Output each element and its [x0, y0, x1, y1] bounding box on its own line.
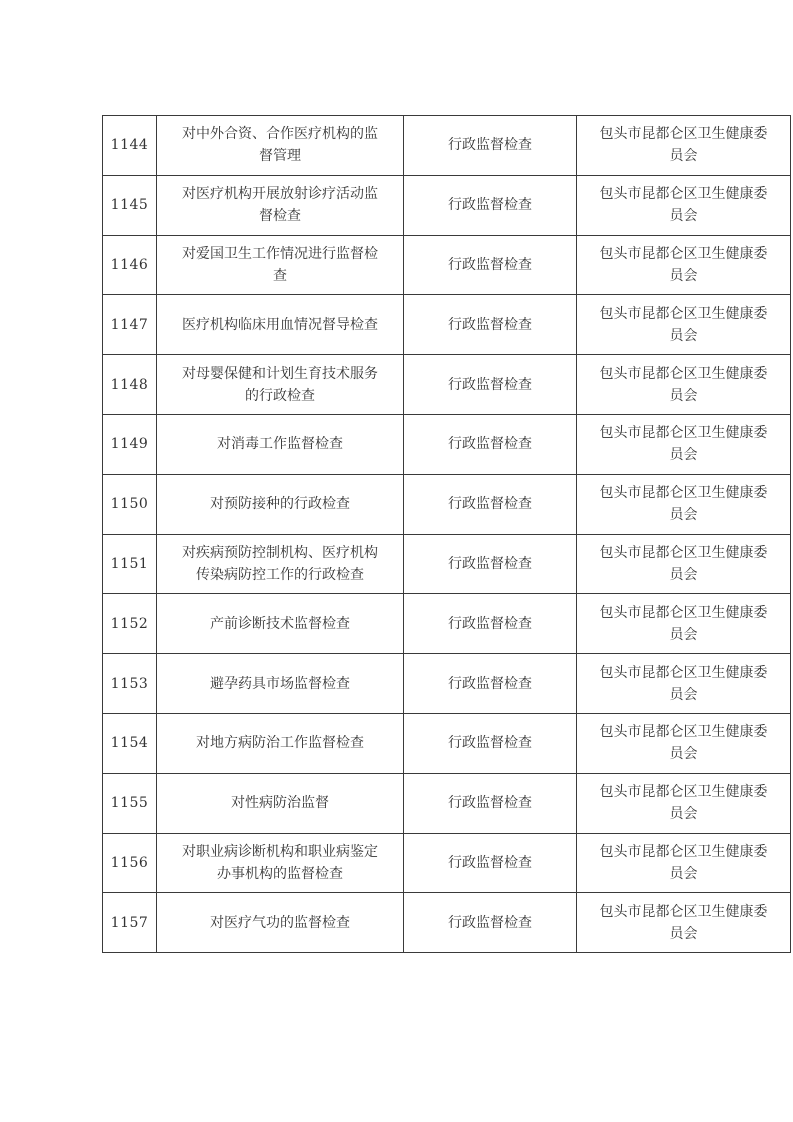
- cell-no: 1150: [103, 474, 157, 534]
- table-row: [103, 175, 791, 235]
- cell-agency: 包头市昆都仑区卫生健康委员会: [577, 773, 791, 833]
- cell-category: 行政监督检查: [404, 654, 577, 714]
- cell-no: 1147: [103, 295, 157, 355]
- cell-agency: 包头市昆都仑区卫生健康委员会: [577, 116, 791, 176]
- cell-item: 医疗机构临床用血情况督导检查: [157, 295, 404, 355]
- cell-category: 行政监督检查: [404, 175, 577, 235]
- table-row: [103, 654, 791, 714]
- cell-agency: 包头市昆都仑区卫生健康委员会: [577, 295, 791, 355]
- cell-category: 行政监督检查: [404, 235, 577, 295]
- table-row: [103, 474, 791, 534]
- cell-item: 对中外合资、合作医疗机构的监督管理: [157, 116, 404, 176]
- cell-agency: 包头市昆都仑区卫生健康委员会: [577, 474, 791, 534]
- cell-item: 产前诊断技术监督检查: [157, 594, 404, 654]
- cell-category: 行政监督检查: [404, 474, 577, 534]
- cell-no: 1152: [103, 594, 157, 654]
- cell-agency: 包头市昆都仑区卫生健康委员会: [577, 235, 791, 295]
- cell-item: 对性病防治监督: [157, 773, 404, 833]
- cell-agency: 包头市昆都仑区卫生健康委员会: [577, 414, 791, 474]
- table-body: [103, 116, 791, 953]
- cell-item: 对职业病诊断机构和职业病鉴定办事机构的监督检查: [157, 833, 404, 893]
- cell-no: 1157: [103, 893, 157, 953]
- cell-agency: 包头市昆都仑区卫生健康委员会: [577, 713, 791, 773]
- cell-no: 1153: [103, 654, 157, 714]
- cell-no: 1146: [103, 235, 157, 295]
- table-row: [103, 116, 791, 176]
- cell-item: 对医疗气功的监督检查: [157, 893, 404, 953]
- cell-item: 对爱国卫生工作情况进行监督检查: [157, 235, 404, 295]
- cell-agency: 包头市昆都仑区卫生健康委员会: [577, 355, 791, 415]
- table-row: [103, 534, 791, 594]
- cell-item: 对母婴保健和计划生育技术服务的行政检查: [157, 355, 404, 415]
- cell-category: 行政监督检查: [404, 295, 577, 355]
- cell-category: 行政监督检查: [404, 414, 577, 474]
- table-row: [103, 295, 791, 355]
- cell-agency: 包头市昆都仑区卫生健康委员会: [577, 893, 791, 953]
- table-row: [103, 713, 791, 773]
- cell-item: 对地方病防治工作监督检查: [157, 713, 404, 773]
- cell-item: 避孕药具市场监督检查: [157, 654, 404, 714]
- cell-category: 行政监督检查: [404, 355, 577, 415]
- cell-category: 行政监督检查: [404, 713, 577, 773]
- cell-no: 1156: [103, 833, 157, 893]
- cell-no: 1151: [103, 534, 157, 594]
- table-row: [103, 414, 791, 474]
- cell-no: 1155: [103, 773, 157, 833]
- cell-item: 对消毒工作监督检查: [157, 414, 404, 474]
- table-row: [103, 893, 791, 953]
- cell-no: 1148: [103, 355, 157, 415]
- table-row: [103, 235, 791, 295]
- cell-item: 对预防接种的行政检查: [157, 474, 404, 534]
- cell-agency: 包头市昆都仑区卫生健康委员会: [577, 175, 791, 235]
- cell-item: 对医疗机构开展放射诊疗活动监督检查: [157, 175, 404, 235]
- cell-no: 1149: [103, 414, 157, 474]
- cell-no: 1144: [103, 116, 157, 176]
- table-row: [103, 594, 791, 654]
- cell-agency: 包头市昆都仑区卫生健康委员会: [577, 594, 791, 654]
- inspection-table: [102, 115, 791, 953]
- cell-agency: 包头市昆都仑区卫生健康委员会: [577, 833, 791, 893]
- cell-category: 行政监督检查: [404, 534, 577, 594]
- cell-category: 行政监督检查: [404, 594, 577, 654]
- cell-no: 1145: [103, 175, 157, 235]
- cell-no: 1154: [103, 713, 157, 773]
- cell-category: 行政监督检查: [404, 893, 577, 953]
- cell-agency: 包头市昆都仑区卫生健康委员会: [577, 534, 791, 594]
- table-row: [103, 833, 791, 893]
- table-row: [103, 773, 791, 833]
- table-row: [103, 355, 791, 415]
- cell-category: 行政监督检查: [404, 773, 577, 833]
- cell-item: 对疾病预防控制机构、医疗机构传染病防控工作的行政检查: [157, 534, 404, 594]
- cell-category: 行政监督检查: [404, 833, 577, 893]
- cell-agency: 包头市昆都仑区卫生健康委员会: [577, 654, 791, 714]
- cell-category: 行政监督检查: [404, 116, 577, 176]
